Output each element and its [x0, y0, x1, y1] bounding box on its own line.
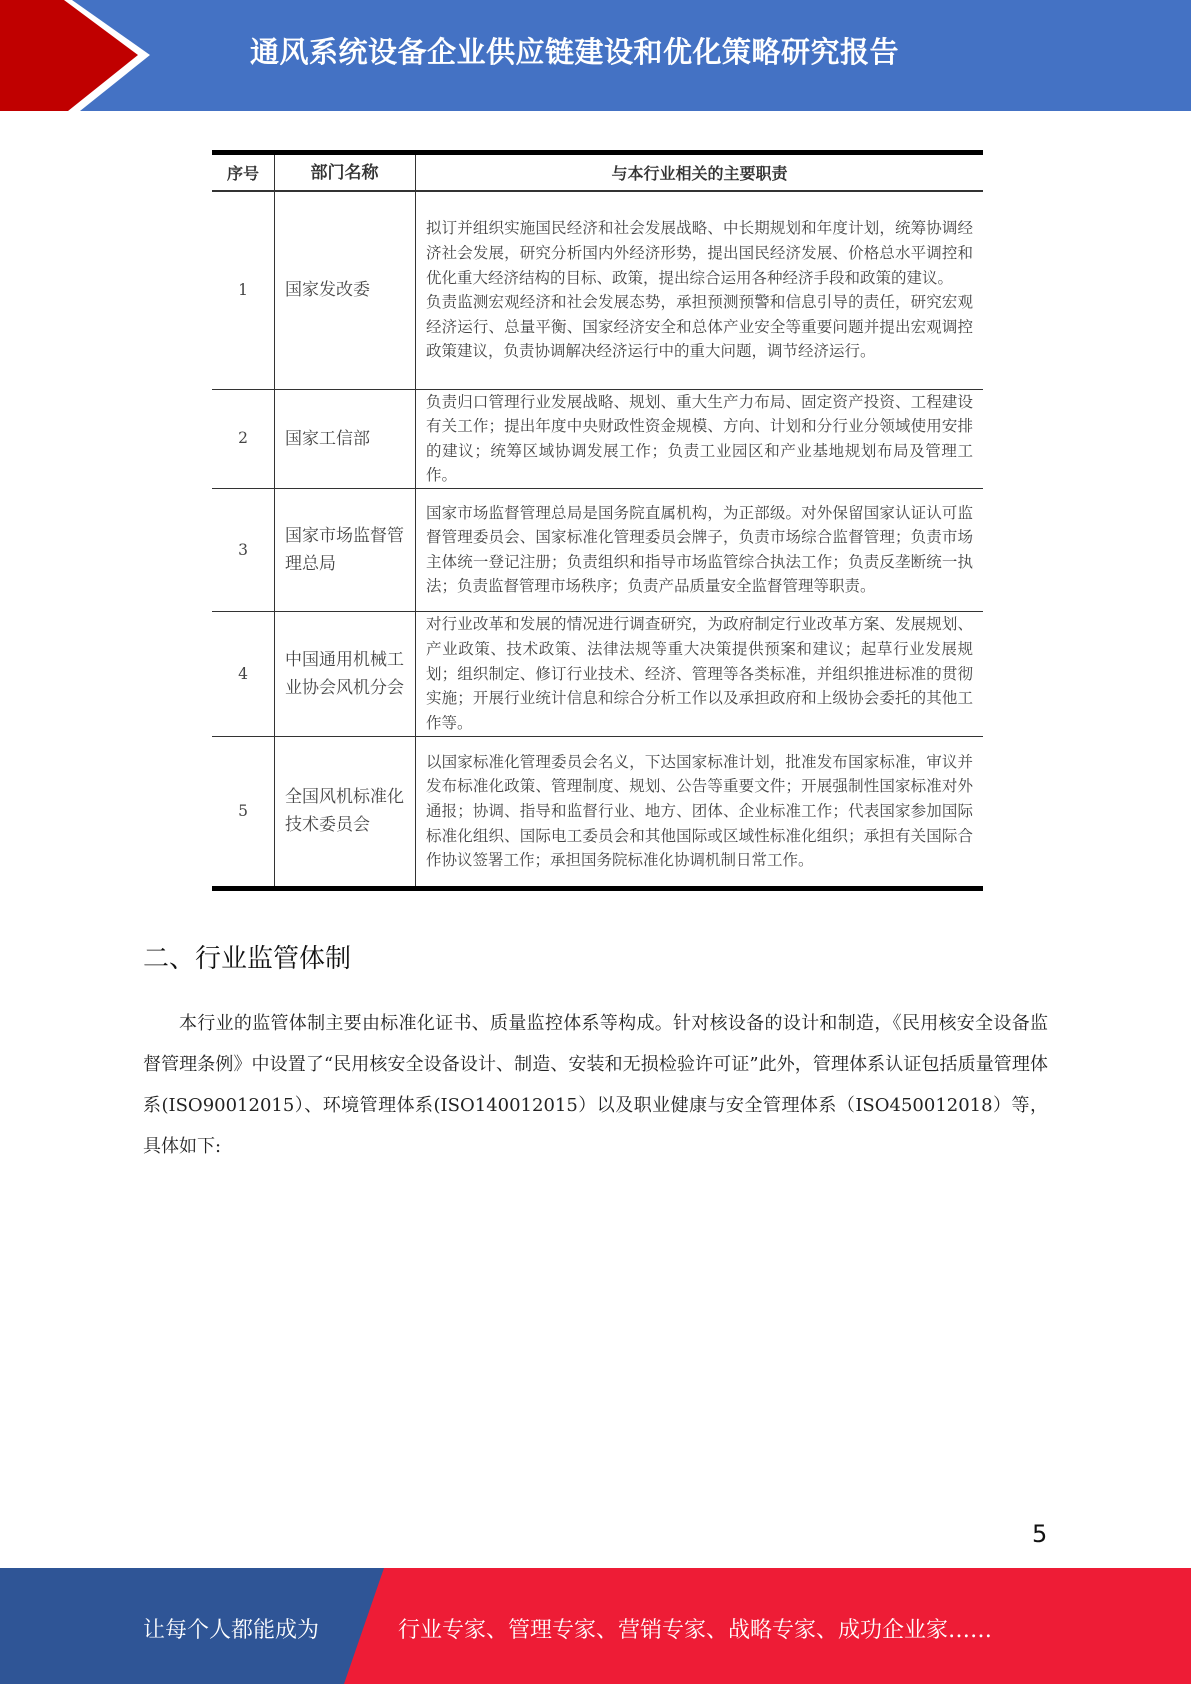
table-row — [212, 191, 983, 389]
page-number: 5 — [1032, 1520, 1048, 1548]
section-heading: 二、行业监管体制 — [143, 944, 352, 974]
table-header-row — [212, 153, 983, 192]
duty-paragraph: 负责监测宏观经济和社会发展态势，承担预测预警和信息引导的责任，研究宏观经济运行、总量平衡、国家经济安全和总体产业安全等重要问题并提出宏观调控政策建议，负责协调解决经济运行中的重大问题，调节经济运行。 — [426, 293, 973, 361]
row-no: 4 — [212, 611, 275, 736]
department-table — [212, 150, 983, 891]
row-dept: 国家发改委 — [275, 191, 416, 389]
table-row — [212, 611, 983, 736]
table-row — [212, 488, 983, 611]
row-duty: 以国家标准化管理委员会名义，下达国家标准计划，批准发布国家标准，审议并发布标准化政策、管理制度、规划、公告等重要文件；开展强制性国家标准对外通报；协调、指导和监督行业、地方、团体、企业标准工作；代表国家参加国际标准化组织、国际电工委员会和其他国际或区域性标准化组织；承担有关国际合作协议签署工作；承担国务院标准化协调机制日常工作。 — [416, 736, 984, 888]
table-row — [212, 389, 983, 488]
row-duty: 对行业改革和发展的情况进行调查研究，为政府制定行业改革方案、发展规划、产业政策、技术政策、法律法规等重大决策提供预案和建议；起草行业发展规划；组织制定、修订行业技术、经济、管理等各类标准，并组织推进标准的贯彻实施；开展行业统计信息和综合分析工作以及承担政府和上级协会委托的其他工作等。 — [416, 611, 984, 736]
report-title: 通风系统设备企业供应链建设和优化策略研究报告 — [250, 35, 900, 69]
row-dept: 国家市场监督管理总局 — [275, 488, 416, 611]
row-dept: 中国通用机械工业协会风机分会 — [275, 611, 416, 736]
col-header-duty: 与本行业相关的主要职责 — [416, 153, 984, 192]
section-paragraph: 本行业的监管体制主要由标准化证书、质量监控体系等构成。针对核设备的设计和制造，《民用核安全设备监督管理条例》中设置了“民用核安全设备设计、制造、安装和无损检验许可证”此外，管理体系认证包括质量管理体系(ISO90012015）、环境管理体系(ISO140012015）以及职业健康与安全管理体系（ISO450012018）等，具体如下: — [143, 1013, 1048, 1157]
row-no: 1 — [212, 191, 275, 389]
row-duty — [416, 191, 984, 389]
page-header — [0, 0, 1191, 111]
row-dept: 全国风机标准化技术委员会 — [275, 736, 416, 888]
row-no: 3 — [212, 488, 275, 611]
footer-slogan-right: 行业专家、管理专家、营销专家、战略专家、成功企业家…… — [398, 1618, 993, 1643]
table-row — [212, 736, 983, 888]
row-no: 5 — [212, 736, 275, 888]
row-duty: 负责归口管理行业发展战略、规划、重大生产力布局、固定资产投资、工程建设有关工作；提出年度中央财政性资金规模、方向、计划和分行业分领域使用安排的建议；统筹区域协调发展工作；负责工业园区和产业基地规划布局及管理工作。 — [416, 389, 984, 488]
page-footer — [0, 1568, 1191, 1684]
col-header-dept: 部门名称 — [275, 153, 416, 192]
chevron-red-decoration — [0, 0, 140, 111]
row-no: 2 — [212, 389, 275, 488]
duty-paragraph: 拟订并组织实施国民经济和社会发展战略、中长期规划和年度计划，统筹协调经济社会发展，研究分析国内外经济形势，提出国民经济发展、价格总水平调控和优化重大经济结构的目标、政策，提出综合运用各种经济手段和政策的建议。 — [426, 219, 973, 287]
footer-slogan-left: 让每个人都能成为 — [143, 1618, 320, 1643]
col-header-no: 序号 — [212, 153, 275, 192]
row-dept: 国家工信部 — [275, 389, 416, 488]
row-duty: 国家市场监督管理总局是国务院直属机构，为正部级。对外保留国家认证认可监督管理委员会、国家标准化管理委员会牌子，负责市场综合监督管理；负责市场主体统一登记注册；负责组织和指导市场监管综合执法工作；负责反垄断统一执法；负责监督管理市场秩序；负责产品质量安全监督管理等职责。 — [416, 488, 984, 611]
